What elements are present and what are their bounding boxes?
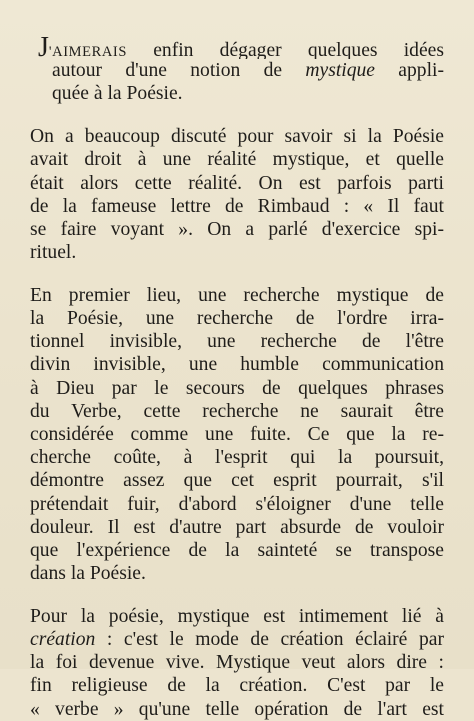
text-line: la foi devenue vive. Mystique veut alors dire : (30, 652, 444, 674)
text-line: tionnel invisible, une recherche de l'être (30, 331, 444, 353)
text-line: cherche coûte, à l'esprit qui la poursuit, (30, 447, 444, 469)
text-line: Pour la poésie, mystique est intimement lié à (30, 605, 444, 627)
paragraph-gap (30, 585, 444, 605)
emphasis-creation: création (30, 629, 96, 651)
text-line: se faire voyant ». On a parlé d'exercice spi- (30, 218, 444, 240)
p1-line-2-c: appli- (375, 60, 444, 82)
text-line: était alors cette réalité. On est parfois parti (30, 172, 444, 194)
text-line: de la fameuse lettre de Rimbaud : « Il faut (30, 195, 444, 217)
text-line (30, 628, 444, 651)
text-line: On a beaucoup discuté pour savoir si la Poésie (30, 126, 444, 148)
p4-line-2-b: : c'est le mode de création éclairé par (95, 629, 444, 651)
text-line: divin invisible, une humble communication (30, 354, 444, 376)
text-line: du Verbe, cette recherche ne saurait être (30, 400, 444, 422)
text-line: douleur. Il est d'autre part absurde de vouloir (30, 516, 444, 538)
paragraph-gap (30, 264, 444, 284)
text-line (30, 59, 444, 82)
p1-line-2-a: autour d'une notion de (52, 60, 306, 82)
text-line: prétendait fuir, d'abord s'éloigner d'une telle (30, 493, 444, 515)
text-line: J'AIMERAIS enfin dégager quelques idées (38, 36, 444, 60)
text-line: rituel. (30, 242, 77, 264)
text-line: quée à la Poésie. (52, 83, 183, 105)
text-line: considérée comme une fuite. Ce que la re- (30, 424, 444, 445)
text-line: démontre assez que cet esprit pourrait, s'il (30, 470, 444, 492)
text-line: En premier lieu, une recherche mystique de (30, 284, 444, 306)
text-line: fin religieuse de la création. C'est par le (30, 675, 444, 697)
paragraph-gap (30, 106, 444, 126)
text-line: la Poésie, une recherche de l'ordre irra- (30, 308, 444, 330)
first-line-rest: enfin dégager quelques idées (127, 40, 444, 60)
text-line: « verbe » qu'une telle opération de l'art est (30, 698, 444, 720)
page-text (30, 36, 444, 721)
text-line: à Dieu par le secours de quelques phrases (30, 377, 444, 399)
text-line: dans la Poésie. (30, 563, 146, 585)
emphasis-mystique: mystique (305, 60, 376, 82)
text-line: avait droit à une réalité mystique, et quelle (30, 149, 444, 171)
text-line: que l'expérience de la sainteté se transpose (30, 539, 444, 561)
